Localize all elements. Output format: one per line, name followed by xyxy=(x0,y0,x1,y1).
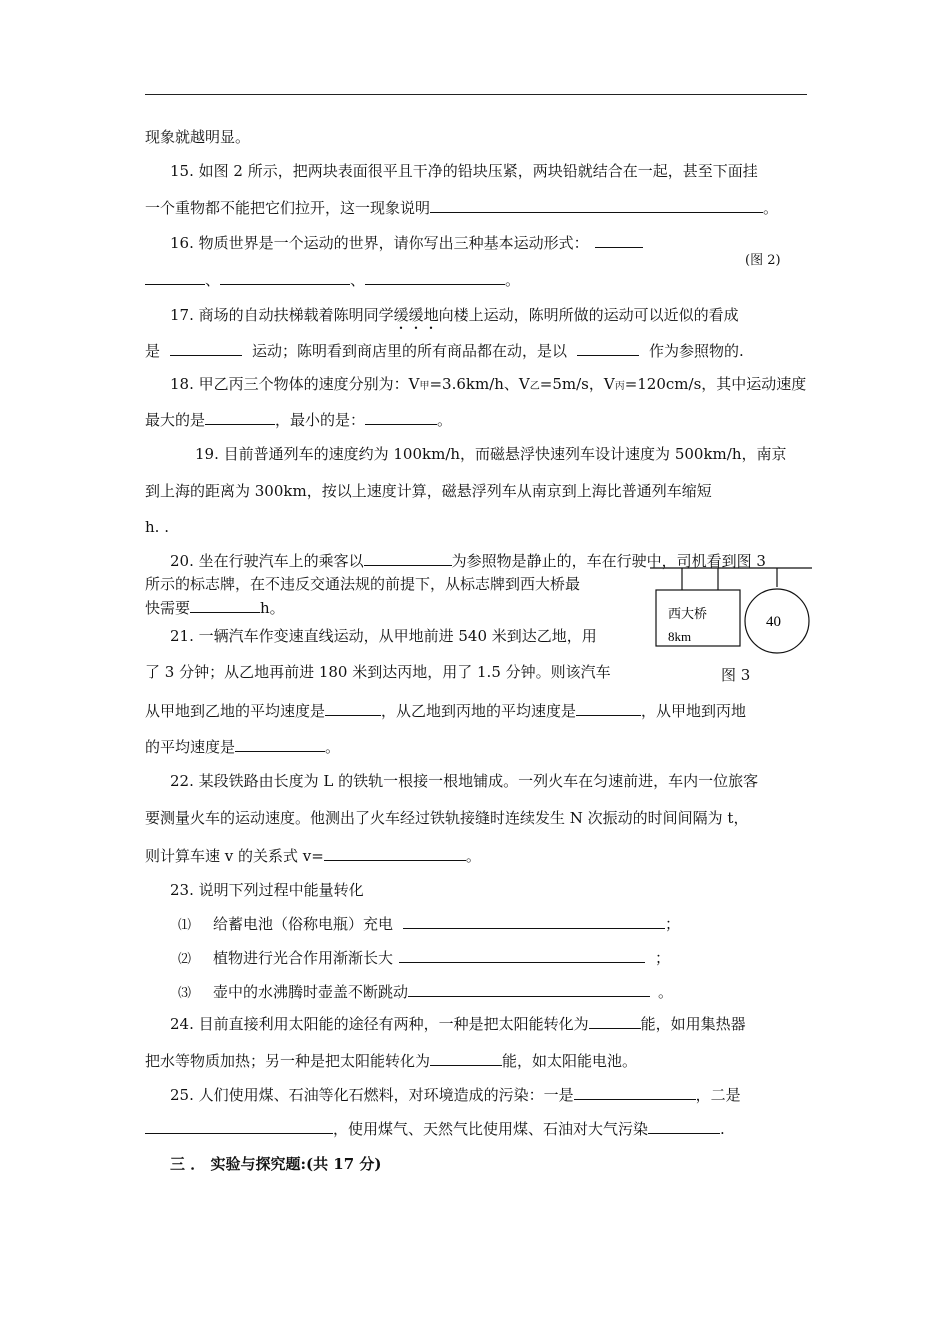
answer-blank[interactable] xyxy=(577,341,639,356)
text-line: 一个重物都不能把它们拉开，这一现象说明 。 xyxy=(145,199,779,217)
sign-distance: 8km xyxy=(668,629,692,644)
text-line: 所示的标志牌，在不违反交通法规的前提下，从标志牌到西大桥最 xyxy=(145,575,581,593)
answer-blank[interactable] xyxy=(589,1014,641,1029)
answer-blank[interactable] xyxy=(576,701,641,716)
sub-item-3: ⑶ 壶中的水沸腾时壶盖不断跳动 。 xyxy=(178,983,674,1001)
question-24: 24. 目前直接利用太阳能的途径有两种，一种是把太阳能转化为 能，如用集热器 xyxy=(170,1015,746,1033)
question-22: 22. 某段铁路由长度为 L 的铁轨一根接一根地铺成。一列火车在匀速前进，车内一位旅客 xyxy=(170,772,759,790)
answer-blank[interactable] xyxy=(145,270,205,285)
header-rule xyxy=(145,94,807,95)
answer-blank[interactable] xyxy=(364,551,452,566)
text-line: 从甲地到乙地的平均速度是 ，从乙地到丙地的平均速度是 ，从甲地到丙地 xyxy=(145,702,747,720)
answer-blank[interactable] xyxy=(595,233,643,248)
sign-speed-limit: 40 xyxy=(766,614,781,630)
question-17: 17. 商场的自动扶梯载着陈明同学缓缓地向楼上运动，陈明所做的运动可以近似的看成 xyxy=(170,306,739,324)
text-line: 把水等物质加热；另一种是把太阳能转化为 能，如太阳能电池。 xyxy=(145,1052,638,1070)
text-line: h. . xyxy=(145,518,169,536)
answer-blank[interactable] xyxy=(190,598,260,613)
text-line: 的平均速度是 。 xyxy=(145,738,341,756)
text-line: 到上海的距离为 300km，按以上速度计算，磁悬浮列车从南京到上海比普通列车缩短 xyxy=(145,482,712,500)
text-line: 最大的是 ，最小的是： 。 xyxy=(145,411,453,429)
text-line: 则计算车速 v 的关系式 v= 。 xyxy=(145,847,481,865)
section-heading: 三 ． 实验与探究题:(共 17 分) xyxy=(170,1155,382,1173)
answer-blank[interactable] xyxy=(403,914,665,929)
question-16: 16. 物质世界是一个运动的世界，请你写出三种基本运动形式： xyxy=(170,233,643,253)
figure-3-caption: 图 3 xyxy=(721,666,751,684)
question-19: 19. 目前普通列车的速度约为 100km/h，而磁悬浮快速列车设计速度为 500km/h，南京 xyxy=(195,445,787,463)
sub-item-1: ⑴ 给蓄电池（俗称电瓶）充电 ； xyxy=(178,915,681,933)
answer-blank[interactable] xyxy=(235,737,325,752)
question-15: 15. 如图 2 所示，把两块表面很平且干净的铅块压紧，两块铅就结合在一起，甚至下面挂 xyxy=(170,162,758,180)
question-18: 18. 甲乙丙三个物体的速度分别为：V甲=3.6km/h、V乙=5m/s，V丙=120cm/s，其中运动速度 xyxy=(170,375,807,393)
text-line: 快需要 h。 xyxy=(145,599,285,617)
text-line: ，使用煤气、天然气比使用煤、石油对大气污染 . xyxy=(145,1119,725,1139)
figure-2-caption: (图 2) xyxy=(745,253,781,268)
answer-blank[interactable] xyxy=(170,341,242,356)
answer-blank[interactable] xyxy=(324,846,466,861)
text-line: 、 、 。 xyxy=(145,270,520,290)
question-23: 23. 说明下列过程中能量转化 xyxy=(170,881,364,899)
text-line: 现象就越明显。 xyxy=(145,128,251,146)
text-line: 要测量火车的运动速度。他测出了火车经过铁轨接缝时连续发生 N 次振动的时间间隔为 t， xyxy=(145,809,749,827)
question-25: 25. 人们使用煤、石油等化石燃料，对环境造成的污染：一是 ，二是 xyxy=(170,1086,741,1104)
answer-blank[interactable] xyxy=(430,198,763,213)
text-line: 了 3 分钟；从乙地再前进 180 米到达丙地，用了 1.5 分钟。则该汽车 xyxy=(145,663,611,681)
text-line: 是 运动；陈明看到商店里的所有商品都在动，是以 作为参照物的. xyxy=(145,342,744,360)
answer-blank[interactable] xyxy=(430,1051,502,1066)
answer-blank[interactable] xyxy=(408,982,650,997)
sub-item-2: ⑵ 植物进行光合作用渐渐长大 ； xyxy=(178,949,671,967)
road-sign-figure xyxy=(650,560,815,655)
answer-blank[interactable] xyxy=(145,1119,333,1134)
answer-blank[interactable] xyxy=(325,701,381,716)
answer-blank[interactable] xyxy=(365,410,437,425)
answer-blank[interactable] xyxy=(220,270,350,285)
answer-blank[interactable] xyxy=(648,1119,720,1134)
answer-blank[interactable] xyxy=(205,410,275,425)
question-21: 21. 一辆汽车作变速直线运动，从甲地前进 540 米到达乙地，用 xyxy=(170,627,597,645)
answer-blank[interactable] xyxy=(574,1085,696,1100)
answer-blank[interactable] xyxy=(399,948,645,963)
answer-blank[interactable] xyxy=(365,270,505,285)
question-20: 20. 坐在行驶汽车上的乘客以 为参照物是静止的，车在行驶中，司机看到图 3 xyxy=(170,552,766,570)
sign-place: 西大桥 xyxy=(668,607,708,622)
